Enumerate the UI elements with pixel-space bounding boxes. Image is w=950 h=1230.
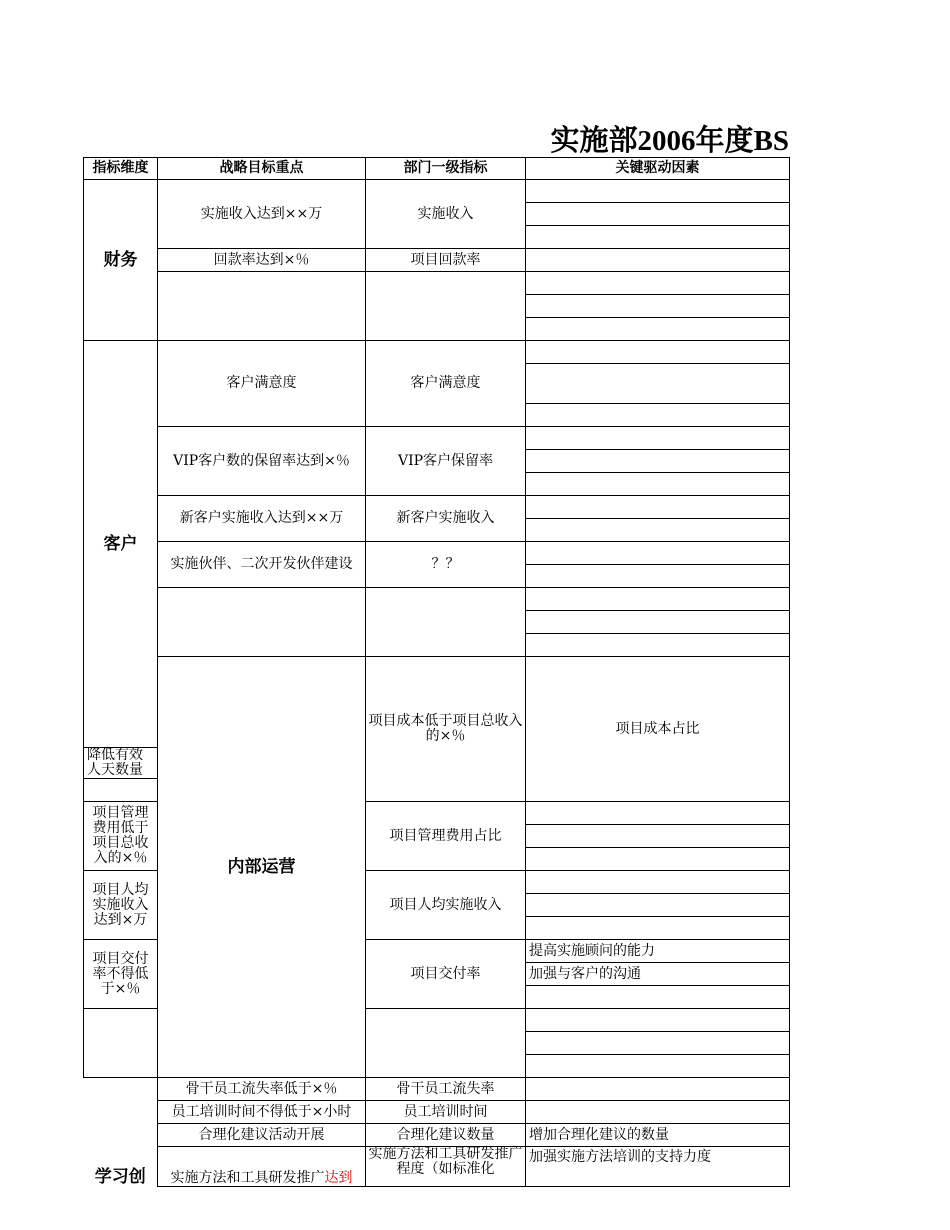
goal-cell: 客户满意度 <box>158 341 366 427</box>
goal-cell: 合理化建议活动开展 <box>158 1124 366 1147</box>
driver-cell[interactable]: 加强与客户的沟通 <box>526 963 790 986</box>
driver-cell[interactable] <box>526 825 790 848</box>
table-row <box>84 496 790 519</box>
goal-cell: 员工培训时间不得低于×小时 <box>158 1101 366 1124</box>
driver-cell[interactable] <box>526 634 790 657</box>
metric-cell: VIP客户保留率 <box>366 427 526 496</box>
metric-cell: 项目交付率 <box>366 940 526 1009</box>
driver-cell[interactable] <box>526 519 790 542</box>
table-row <box>84 588 790 611</box>
table-row <box>84 1124 790 1147</box>
driver-cell[interactable] <box>526 404 790 427</box>
driver-cell[interactable]: 提高实施顾问的能力 <box>526 940 790 963</box>
driver-cell[interactable] <box>526 473 790 496</box>
driver-cell[interactable]: 增加合理化建议的数量 <box>526 1124 790 1147</box>
table-row <box>84 657 790 748</box>
goal-highlight: 达到 <box>324 1170 353 1186</box>
driver-cell[interactable] <box>526 272 790 295</box>
goal-cell: 项目交付率不得低于×％ <box>84 940 158 1009</box>
metric-cell: 客户满意度 <box>366 341 526 427</box>
goal-cell: 项目人均实施收入达到×万 <box>84 871 158 940</box>
goal-cell: 骨干员工流失率低于×％ <box>158 1078 366 1101</box>
table-row <box>84 1078 790 1101</box>
metric-cell[interactable] <box>366 272 526 341</box>
driver-cell[interactable] <box>526 180 790 203</box>
metric-cell: 新客户实施收入 <box>366 496 526 542</box>
metric-cell: 项目管理费用占比 <box>366 802 526 871</box>
driver-cell[interactable] <box>526 1055 790 1078</box>
driver-cell[interactable] <box>526 894 790 917</box>
driver-cell[interactable] <box>526 295 790 318</box>
table-row <box>84 542 790 565</box>
bsc-table <box>83 157 790 1187</box>
table-row <box>84 249 790 272</box>
driver-cell[interactable] <box>526 1009 790 1032</box>
metric-cell: 项目成本占比 <box>526 657 790 802</box>
driver-cell[interactable] <box>526 1032 790 1055</box>
driver-cell[interactable] <box>526 848 790 871</box>
table-row <box>84 272 790 295</box>
table-row <box>84 427 790 450</box>
header-row <box>84 158 790 180</box>
dimension-customer: 客户 <box>84 341 158 748</box>
goal-text: 实施方法和工具研发推广 <box>170 1170 325 1186</box>
header-metric: 部门一级指标 <box>366 158 526 180</box>
goal-cell: VIP客户数的保留率达到×％ <box>158 427 366 496</box>
metric-cell: 员工培训时间 <box>366 1101 526 1124</box>
goal-cell: 项目管理费用低于项目总收入的×％ <box>84 802 158 871</box>
header-dimension: 指标维度 <box>84 158 158 180</box>
driver-cell[interactable] <box>526 565 790 588</box>
goal-cell: 实施收入达到××万 <box>158 180 366 249</box>
header-driver: 关键驱动因素 <box>526 158 790 180</box>
table-row <box>84 341 790 364</box>
metric-cell: 项目人均实施收入 <box>366 871 526 940</box>
table-row <box>84 1101 790 1124</box>
dimension-learning: 学习创 <box>84 1078 158 1187</box>
driver-cell[interactable] <box>526 802 790 825</box>
driver-cell[interactable]: 加强实施方法培训的支持力度 <box>526 1147 790 1187</box>
metric-cell: 项目回款率 <box>366 249 526 272</box>
driver-cell[interactable] <box>526 249 790 272</box>
metric-cell[interactable] <box>366 1009 526 1078</box>
driver-cell[interactable] <box>526 1101 790 1124</box>
driver-cell[interactable] <box>526 588 790 611</box>
driver-cell[interactable] <box>526 341 790 364</box>
table-row <box>84 1147 790 1187</box>
metric-cell: ？？ <box>366 542 526 588</box>
driver-cell[interactable] <box>526 364 790 404</box>
driver-cell[interactable] <box>526 917 790 940</box>
metric-cell: 实施方法和工具研发推广程度（如标准化 <box>366 1147 526 1187</box>
header-goal: 战略目标重点 <box>158 158 366 180</box>
dimension-operations: 内部运营 <box>158 657 366 1078</box>
table-row <box>84 180 790 203</box>
metric-cell[interactable] <box>366 588 526 657</box>
bsc-table-viewport <box>83 157 789 1187</box>
dimension-finance: 财务 <box>84 180 158 341</box>
goal-cell: 新客户实施收入达到××万 <box>158 496 366 542</box>
goal-cell: 回款率达到×％ <box>158 249 366 272</box>
driver-cell[interactable]: 降低有效人天数量 <box>84 748 158 779</box>
driver-cell[interactable] <box>84 779 158 802</box>
driver-cell[interactable] <box>526 203 790 226</box>
driver-cell[interactable] <box>526 450 790 473</box>
goal-cell[interactable] <box>158 272 366 341</box>
driver-cell[interactable] <box>526 542 790 565</box>
driver-cell[interactable] <box>526 318 790 341</box>
driver-cell[interactable] <box>526 1078 790 1101</box>
sheet-title: 实施部2006年度BS <box>550 125 789 157</box>
driver-cell[interactable] <box>526 226 790 249</box>
goal-cell: 项目成本低于项目总收入的×％ <box>366 657 526 802</box>
metric-cell: 骨干员工流失率 <box>366 1078 526 1101</box>
goal-cell <box>158 1147 366 1187</box>
metric-cell: 实施收入 <box>366 180 526 249</box>
driver-cell[interactable] <box>526 986 790 1009</box>
goal-cell: 实施伙伴、二次开发伙伴建设 <box>158 542 366 588</box>
goal-cell[interactable] <box>84 1009 158 1078</box>
driver-cell[interactable] <box>526 427 790 450</box>
driver-cell[interactable] <box>526 496 790 519</box>
goal-cell[interactable] <box>158 588 366 657</box>
metric-cell: 合理化建议数量 <box>366 1124 526 1147</box>
driver-cell[interactable] <box>526 611 790 634</box>
driver-cell[interactable] <box>526 871 790 894</box>
